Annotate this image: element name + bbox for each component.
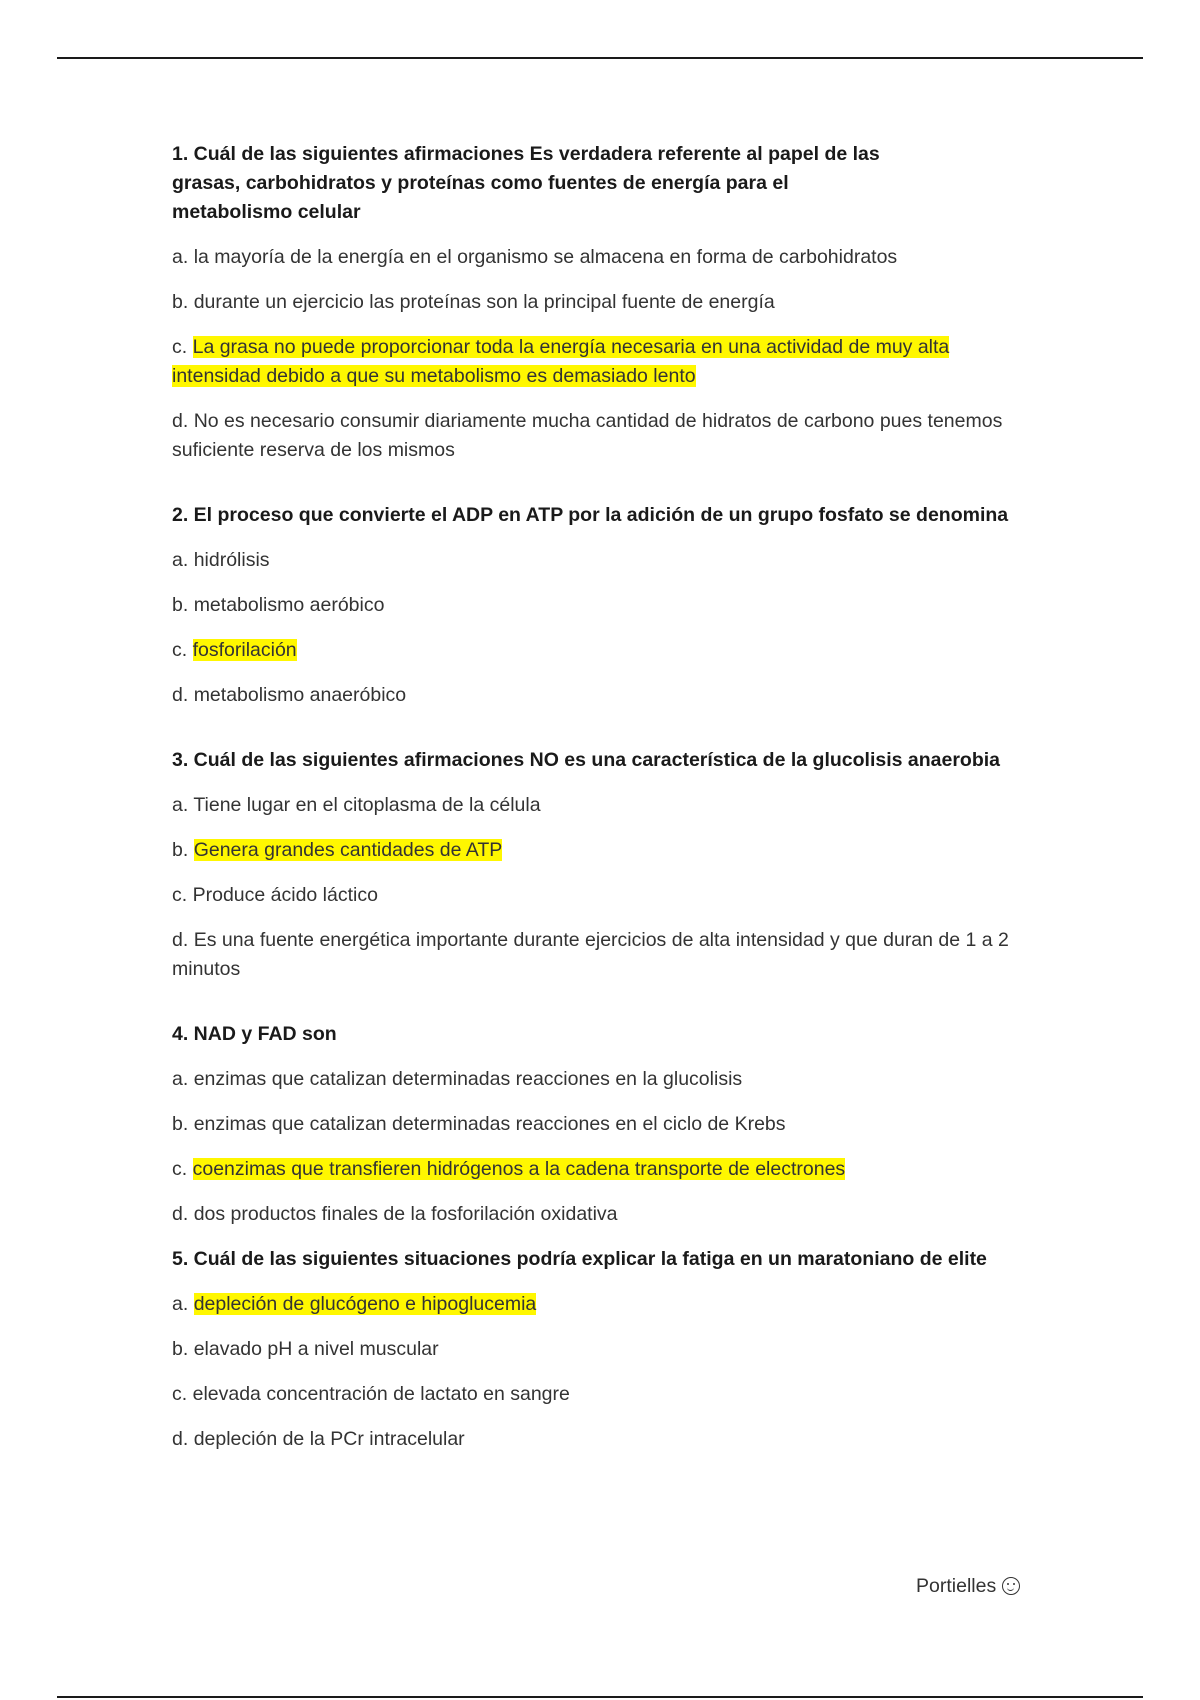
option-a (172, 546, 1032, 575)
question-3 (172, 746, 1032, 984)
option-text: hidrólisis (193, 549, 270, 571)
option-letter: c. (172, 884, 193, 906)
option-letter: b. (172, 594, 194, 616)
option-letter: d. (172, 1203, 194, 1225)
option-letter: d. (172, 1428, 194, 1450)
option-letter: b. (172, 839, 194, 861)
question-title: 4. NAD y FAD son (172, 1023, 337, 1045)
question-4 (172, 1020, 1032, 1229)
option-text: Tiene lugar en el citoplasma de la célula (193, 794, 541, 816)
highlighted-answer-text: depleción de glucógeno e hipoglucemia (193, 1293, 537, 1315)
option-d (172, 1200, 1032, 1229)
question-1 (172, 140, 1032, 465)
highlighted-answer-text: Genera grandes cantidades de ATP (193, 839, 503, 861)
option-b (172, 836, 1032, 865)
option-b (172, 1335, 1032, 1364)
option-c (172, 1380, 1032, 1409)
option-letter: a. (172, 1068, 194, 1090)
signature-name: Portielles (916, 1575, 997, 1597)
option-text: la mayoría de la energía en el organismo se almacena en forma de carbohidratos (193, 246, 898, 268)
option-text: metabolismo aeróbico (193, 594, 385, 616)
top-rule (57, 57, 1143, 59)
option-letter: c. (172, 336, 193, 358)
option-c (172, 1155, 1032, 1184)
option-letter: d. (172, 684, 194, 706)
option-letter: d. (172, 410, 194, 432)
option-letter: a. (172, 246, 194, 268)
option-text: depleción de la PCr intracelular (193, 1428, 465, 1450)
option-a (172, 791, 1032, 820)
option-d (172, 681, 1032, 710)
option-letter: c. (172, 639, 193, 661)
option-text: elavado pH a nivel muscular (193, 1338, 439, 1360)
option-d (172, 926, 1032, 984)
option-text: Es una fuente energética importante durante ejercicios de alta intensidad y que duran de 1 a 2 minutos (172, 929, 1009, 980)
question-2 (172, 501, 1032, 710)
option-b (172, 591, 1032, 620)
option-b (172, 288, 1032, 317)
option-d (172, 1425, 1032, 1454)
option-letter: c. (172, 1383, 193, 1405)
question-title: 2. El proceso que convierte el ADP en ATP por la adición de un grupo fosfato se denomina (172, 504, 1009, 526)
option-letter: d. (172, 929, 194, 951)
option-text: enzimas que catalizan determinadas reacciones en el ciclo de Krebs (193, 1113, 786, 1135)
highlighted-answer-text: fosforilación (192, 639, 297, 661)
option-letter: a. (172, 549, 194, 571)
option-text: metabolismo anaeróbico (193, 684, 407, 706)
signature (916, 1572, 1020, 1601)
option-text: dos productos finales de la fosforilación oxidativa (193, 1203, 618, 1225)
option-letter: b. (172, 1338, 194, 1360)
question-title: 5. Cuál de las siguientes situaciones podría explicar la fatiga en un maratoniano de elite (172, 1248, 987, 1270)
option-text: enzimas que catalizan determinadas reacciones en la glucolisis (193, 1068, 743, 1090)
option-text: elevada concentración de lactato en sangre (192, 1383, 570, 1405)
option-letter: a. (172, 1293, 194, 1315)
option-text: No es necesario consumir diariamente mucha cantidad de hidratos de carbono pues tenemos suficiente reserva de los mismos (172, 410, 1003, 461)
option-text: Produce ácido láctico (192, 884, 378, 906)
highlighted-answer-text: La grasa no puede proporcionar toda la energía necesaria en una actividad de muy alta intensidad debido a que su metabolismo es demasiado lento (172, 336, 950, 387)
option-a (172, 243, 1032, 272)
option-a (172, 1290, 1032, 1319)
option-a (172, 1065, 1032, 1094)
option-b (172, 1110, 1032, 1139)
option-c (172, 636, 1032, 665)
option-c (172, 881, 1032, 910)
option-letter: a. (172, 794, 194, 816)
highlighted-answer-text: coenzimas que transfieren hidrógenos a la cadena transporte de electrones (192, 1158, 846, 1180)
smiley-face-icon (1002, 1577, 1020, 1595)
bottom-rule (57, 1696, 1143, 1698)
question-title: 3. Cuál de las siguientes afirmaciones NO es una característica de la glucolisis anaerobia (172, 749, 1001, 771)
question-title: 1. Cuál de las siguientes afirmaciones Es verdadera referente al papel de las grasas, carbohidratos y proteínas como fuentes de energía para el metabolismo celular (172, 143, 880, 223)
quiz-content (172, 140, 1032, 1470)
option-text: durante un ejercicio las proteínas son la principal fuente de energía (193, 291, 775, 313)
option-letter: c. (172, 1158, 193, 1180)
option-d (172, 407, 1032, 465)
question-5 (172, 1245, 1032, 1454)
option-letter: b. (172, 1113, 194, 1135)
option-letter: b. (172, 291, 194, 313)
option-c (172, 333, 1032, 391)
